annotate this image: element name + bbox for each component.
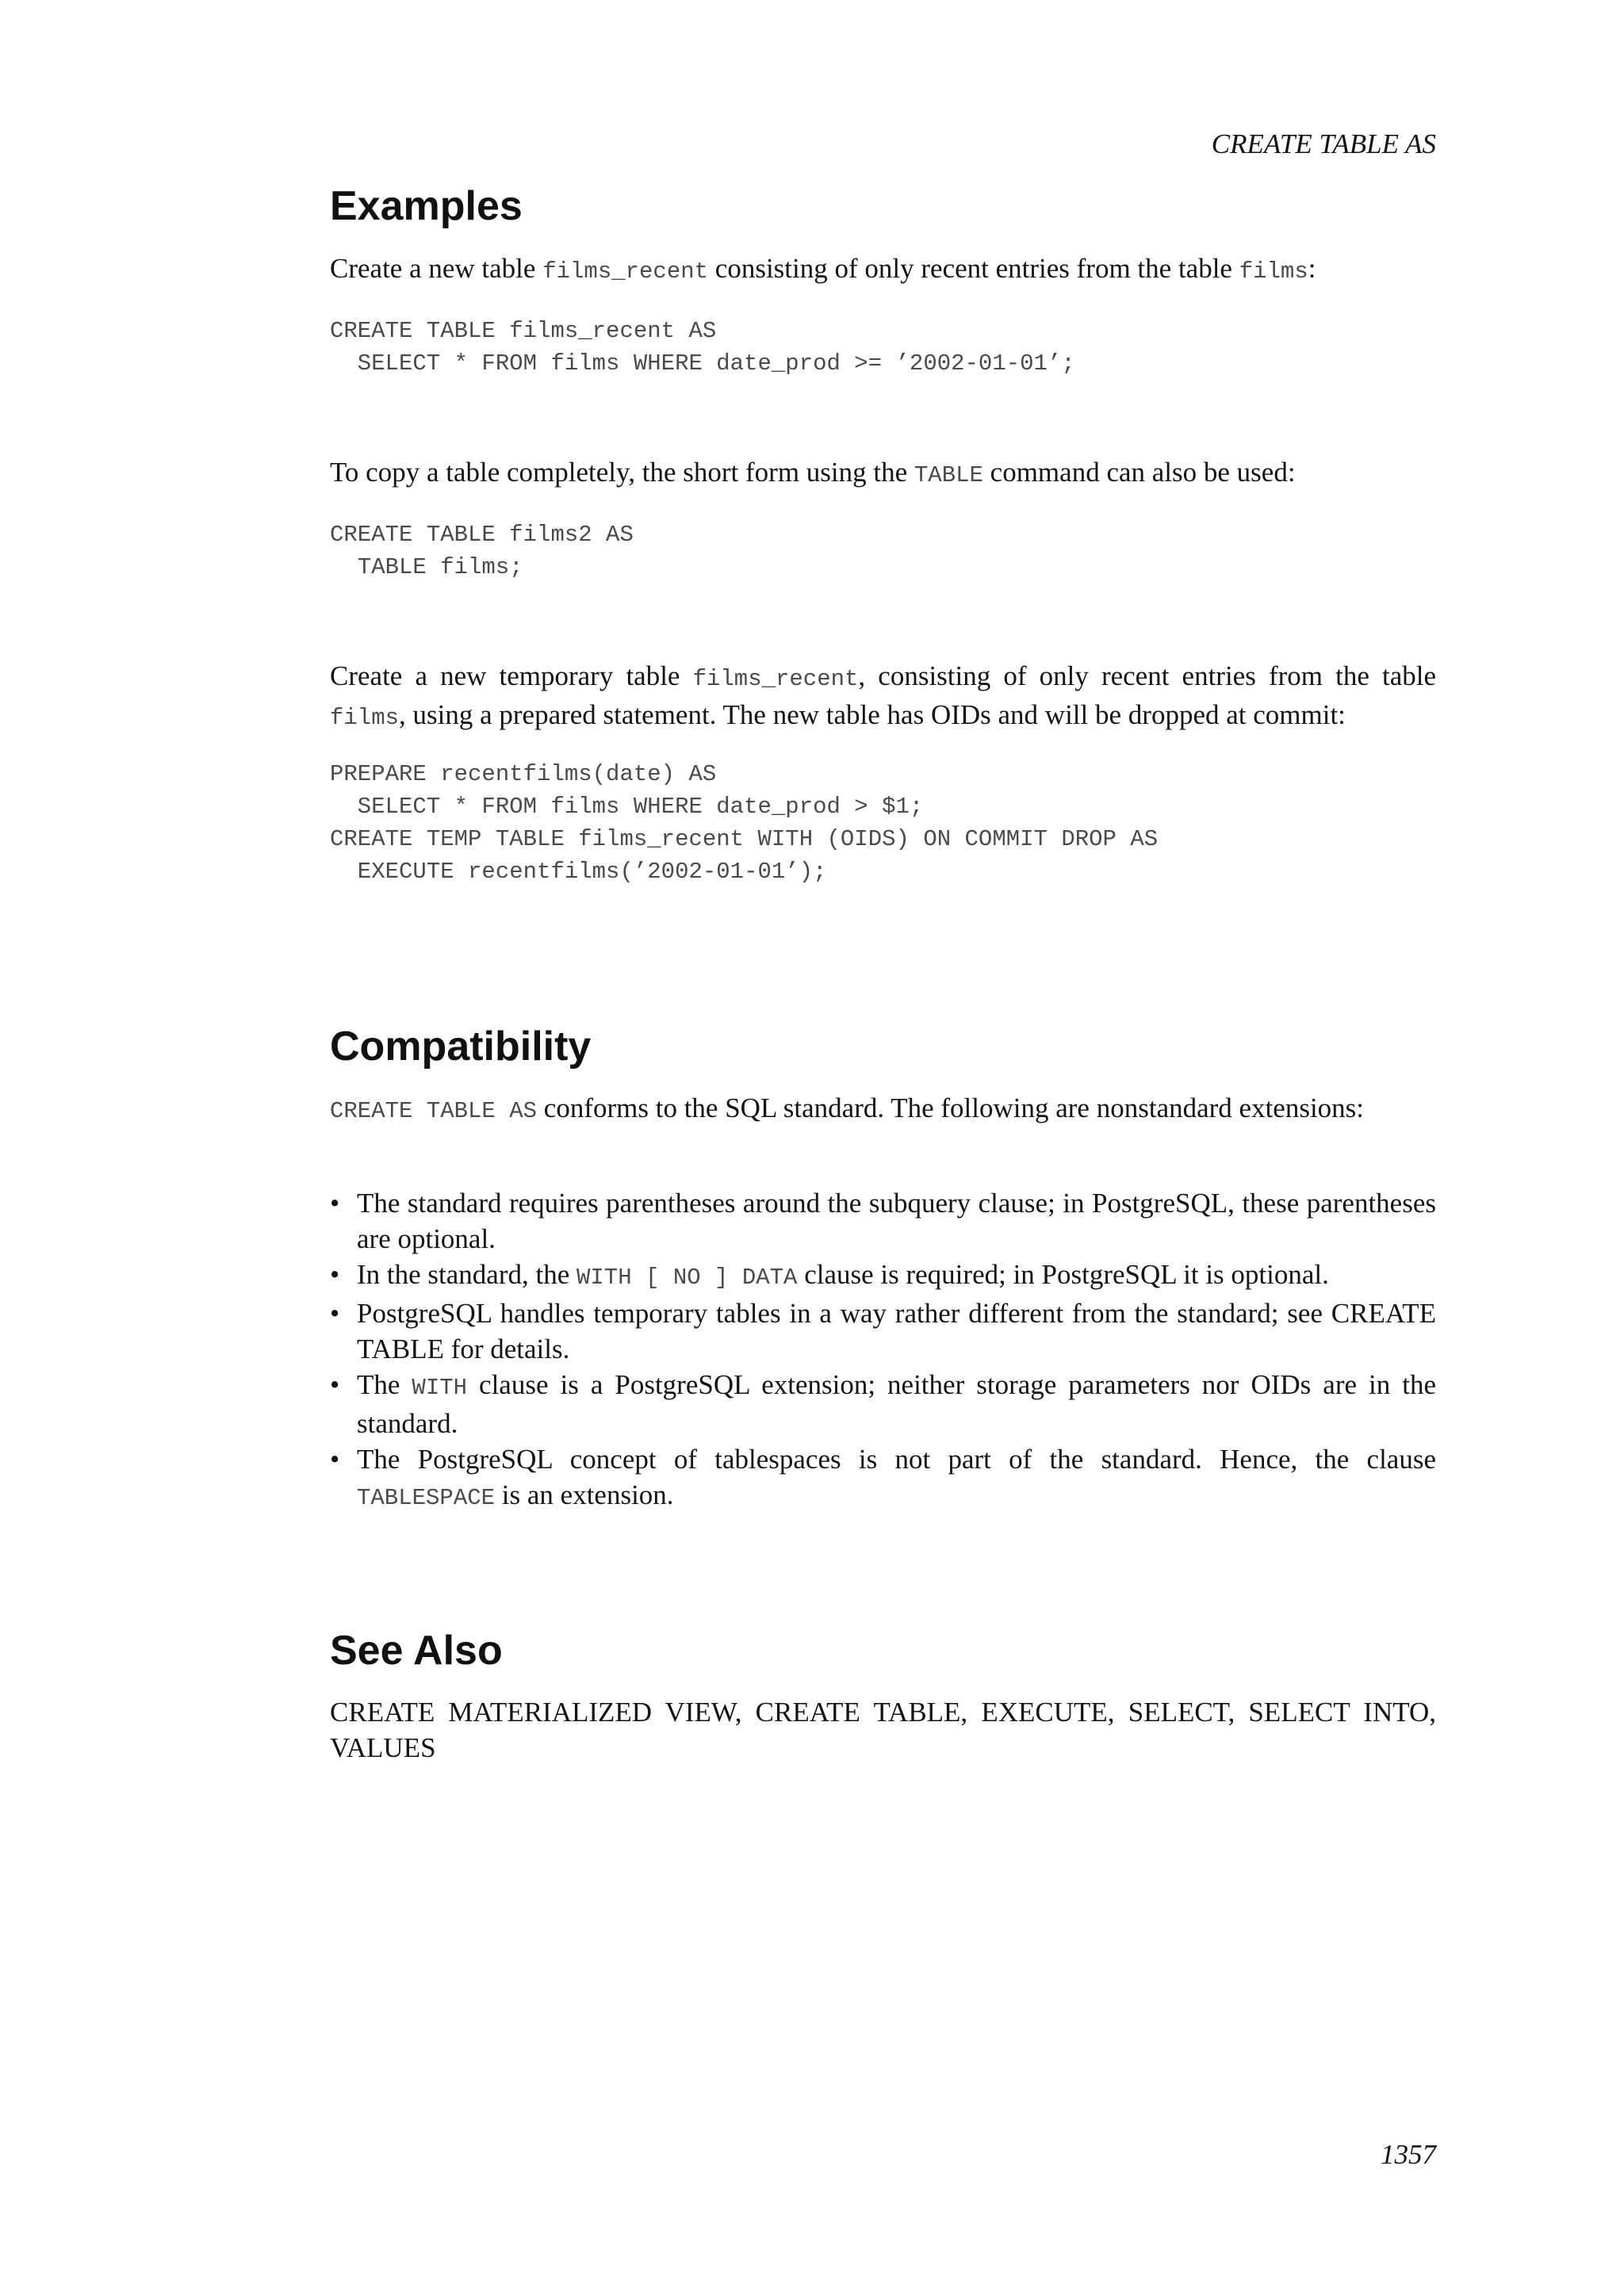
code-block: PREPARE recentfilms(date) AS SELECT * FROM films WHERE date_prod > $1; CREATE TEMP TABLE films_recent WITH (OIDS) ON COMMIT DROP AS EXECUTE recentfilms(’2002-01-01’); (330, 761, 1159, 885)
see-also-section (330, 1625, 1436, 1676)
see-also-body (330, 1694, 1436, 1766)
example-2-code-block (330, 519, 1436, 584)
example-3-description (330, 658, 1436, 736)
bullet-icon: • (330, 1298, 340, 1329)
list-item: • The standard requires parentheses around the subquery clause; in PostgreSQL, these parentheses are optional. (330, 1185, 1436, 1257)
bullet-icon: • (330, 1259, 340, 1290)
inline-code: WITH [ NO ] DATA (576, 1265, 798, 1291)
page-number: 1357 (1381, 2139, 1436, 2170)
compatibility-heading: Compatibility (330, 1024, 592, 1070)
example-1-text: Create a new table films_recent consisting of only recent entries from the table films: (330, 253, 1316, 285)
inline-code: films (330, 705, 400, 731)
example-2-text: To copy a table completely, the short form using the TABLE command can also be used: (330, 457, 1296, 488)
examples-heading: Examples (330, 183, 523, 229)
bullet-icon: • (330, 1369, 340, 1400)
list-item: • PostgreSQL handles temporary tables in a way rather different from the standard; see CREATE TABLE for details. (330, 1295, 1436, 1367)
example-3-code-block (330, 758, 1436, 888)
list-item: • The PostgreSQL concept of tablespaces is not part of the standard. Hence, the clause TABLESPACE is an extension. (330, 1441, 1436, 1516)
running-header: CREATE TABLE AS (1211, 128, 1436, 159)
bullet-icon: • (330, 1444, 340, 1475)
example-1-description (330, 251, 1436, 289)
see-also-heading: See Also (330, 1628, 503, 1674)
compatibility-intro (330, 1090, 1436, 1129)
compatibility-section (330, 1021, 1436, 1072)
inline-code: films (1239, 258, 1308, 285)
list-item: • In the standard, the WITH [ NO ] DATA clause is required; in PostgreSQL it is optional. (330, 1257, 1436, 1295)
example-3-text: Create a new temporary table films_recent, consisting of only recent entries from the table films, using a prepared statement. The new table has OIDs and will be dropped at commit: (330, 660, 1436, 731)
inline-code: WITH (412, 1375, 468, 1401)
bullet-icon: • (330, 1188, 340, 1219)
inline-code: films_recent (692, 666, 859, 692)
code-block: CREATE TABLE films_recent AS SELECT * FROM films WHERE date_prod >= ’2002-01-01’; (330, 318, 1075, 377)
compatibility-intro-text: CREATE TABLE AS conforms to the SQL standard. The following are nonstandard extensions: (330, 1093, 1365, 1124)
inline-code: TABLESPACE (357, 1485, 496, 1511)
example-1-code-block (330, 315, 1436, 380)
inline-code: CREATE TABLE AS (330, 1098, 538, 1124)
compatibility-list (330, 1185, 1436, 1516)
see-also-text: CREATE MATERIALIZED VIEW, CREATE TABLE, EXECUTE, SELECT, SELECT INTO, VALUES (330, 1697, 1436, 1763)
inline-code: films_recent (542, 258, 709, 285)
inline-code: TABLE (914, 462, 983, 488)
example-2-description (330, 454, 1436, 493)
examples-section (330, 181, 1436, 232)
list-item: • The WITH clause is a PostgreSQL extension; neither storage parameters nor OIDs are in the standard. (330, 1367, 1436, 1441)
code-block: CREATE TABLE films2 AS TABLE films; (330, 522, 634, 580)
